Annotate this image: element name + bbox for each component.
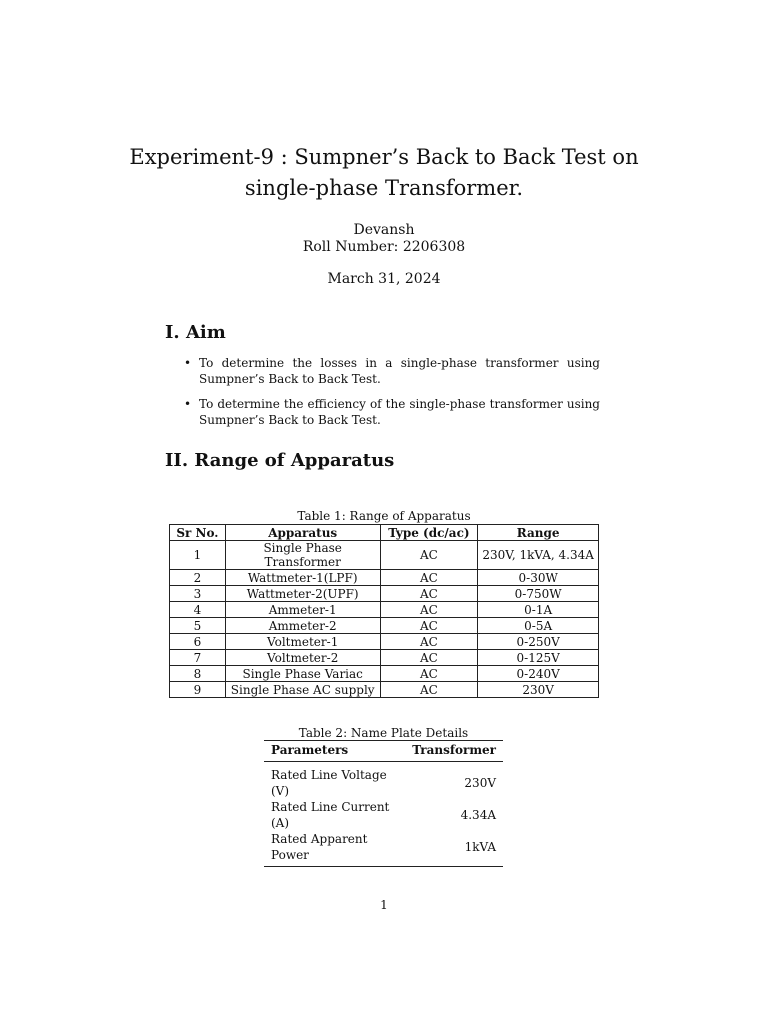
table-row [170, 634, 599, 650]
table-header-row [264, 741, 503, 762]
aim-item-2: To determine the efficiency of the single-phase transformer using Sumpner’s Back to Back Test. [199, 397, 600, 427]
aim-item-1: To determine the losses in a single-phase transformer using Sumpner’s Back to Back Test. [199, 356, 600, 386]
name-plate-table [264, 740, 503, 867]
table-row [170, 586, 599, 602]
cell-apparatus: Ammeter-1 [225, 602, 380, 618]
apparatus-table [169, 524, 599, 698]
cell-sr-no: 1 [170, 541, 226, 570]
cell-apparatus: Voltmeter-1 [225, 634, 380, 650]
section-heading-apparatus: II. Range of Apparatus [165, 450, 395, 471]
cell-apparatus: Single Phase AC supply [225, 682, 380, 698]
cell-sr-no: 5 [170, 618, 226, 634]
cell-range: 230V, 1kVA, 4.34A [478, 541, 599, 570]
cell-apparatus: Ammeter-2 [225, 618, 380, 634]
cell-value: 1kVA [405, 831, 503, 867]
table-row [170, 682, 599, 698]
table-row [170, 602, 599, 618]
cell-type: AC [380, 602, 478, 618]
bullet-icon: • [184, 356, 192, 370]
cell-apparatus: Single Phase Transformer [225, 541, 380, 570]
column-header-sr-no: Sr No. [170, 525, 226, 541]
cell-parameter: Rated Line Current (A) [271, 800, 390, 830]
document-date: March 31, 2024 [327, 271, 441, 287]
cell-sr-no: 9 [170, 682, 226, 698]
cell-type: AC [380, 570, 478, 586]
table-row [264, 762, 503, 800]
table-row [264, 799, 503, 831]
cell-sr-no: 2 [170, 570, 226, 586]
cell-type: AC [380, 666, 478, 682]
cell-type: AC [380, 618, 478, 634]
cell-range: 0-250V [478, 634, 599, 650]
column-header-apparatus: Apparatus [225, 525, 380, 541]
cell-apparatus: Single Phase Variac [225, 666, 380, 682]
cell-parameter: Rated Line Voltage (V) [271, 768, 387, 798]
cell-range: 0-5A [478, 618, 599, 634]
document-title [120, 142, 648, 204]
table-header-row [170, 525, 599, 541]
aim-list [184, 355, 600, 437]
list-item [184, 355, 600, 387]
cell-sr-no: 3 [170, 586, 226, 602]
author-name: Devansh [353, 222, 415, 238]
cell-apparatus: Wattmeter-1(LPF) [225, 570, 380, 586]
cell-range: 0-750W [478, 586, 599, 602]
cell-range: 0-1A [478, 602, 599, 618]
column-header-transformer: Transformer [405, 741, 503, 762]
cell-type: AC [380, 586, 478, 602]
cell-apparatus: Voltmeter-2 [225, 650, 380, 666]
cell-value: 230V [464, 776, 496, 790]
roll-number: Roll Number: 2206308 [302, 239, 466, 255]
cell-sr-no: 8 [170, 666, 226, 682]
cell-value: 4.34A [460, 808, 496, 822]
cell-type: AC [380, 541, 478, 570]
cell-apparatus: Wattmeter-2(UPF) [225, 586, 380, 602]
table-row [170, 570, 599, 586]
column-header-parameters: Parameters [264, 741, 405, 762]
cell-range: 0-125V [478, 650, 599, 666]
page-number: 1 [380, 898, 388, 912]
list-item [184, 396, 600, 428]
table-row [170, 618, 599, 634]
section-heading-aim: I. Aim [165, 322, 226, 343]
table-row [264, 831, 503, 867]
table-row [170, 666, 599, 682]
cell-range: 230V [478, 682, 599, 698]
cell-range: 0-240V [478, 666, 599, 682]
cell-sr-no: 7 [170, 650, 226, 666]
table-1-caption: Table 1: Range of Apparatus [297, 509, 471, 523]
cell-type: AC [380, 682, 478, 698]
title-line-2: single-phase Transformer. [244, 176, 524, 200]
table-row [170, 541, 599, 570]
cell-type: AC [380, 650, 478, 666]
title-line-1: Experiment-9 : Sumpner’s Back to Back Test on [129, 145, 639, 169]
cell-parameter: Rated Apparent Power [264, 831, 405, 867]
cell-sr-no: 4 [170, 602, 226, 618]
cell-sr-no: 6 [170, 634, 226, 650]
column-header-type: Type (dc/ac) [380, 525, 478, 541]
cell-type: AC [380, 634, 478, 650]
table-row [170, 650, 599, 666]
bullet-icon: • [184, 397, 192, 411]
table-2-caption: Table 2: Name Plate Details [298, 726, 469, 740]
column-header-range: Range [478, 525, 599, 541]
cell-range: 0-30W [478, 570, 599, 586]
